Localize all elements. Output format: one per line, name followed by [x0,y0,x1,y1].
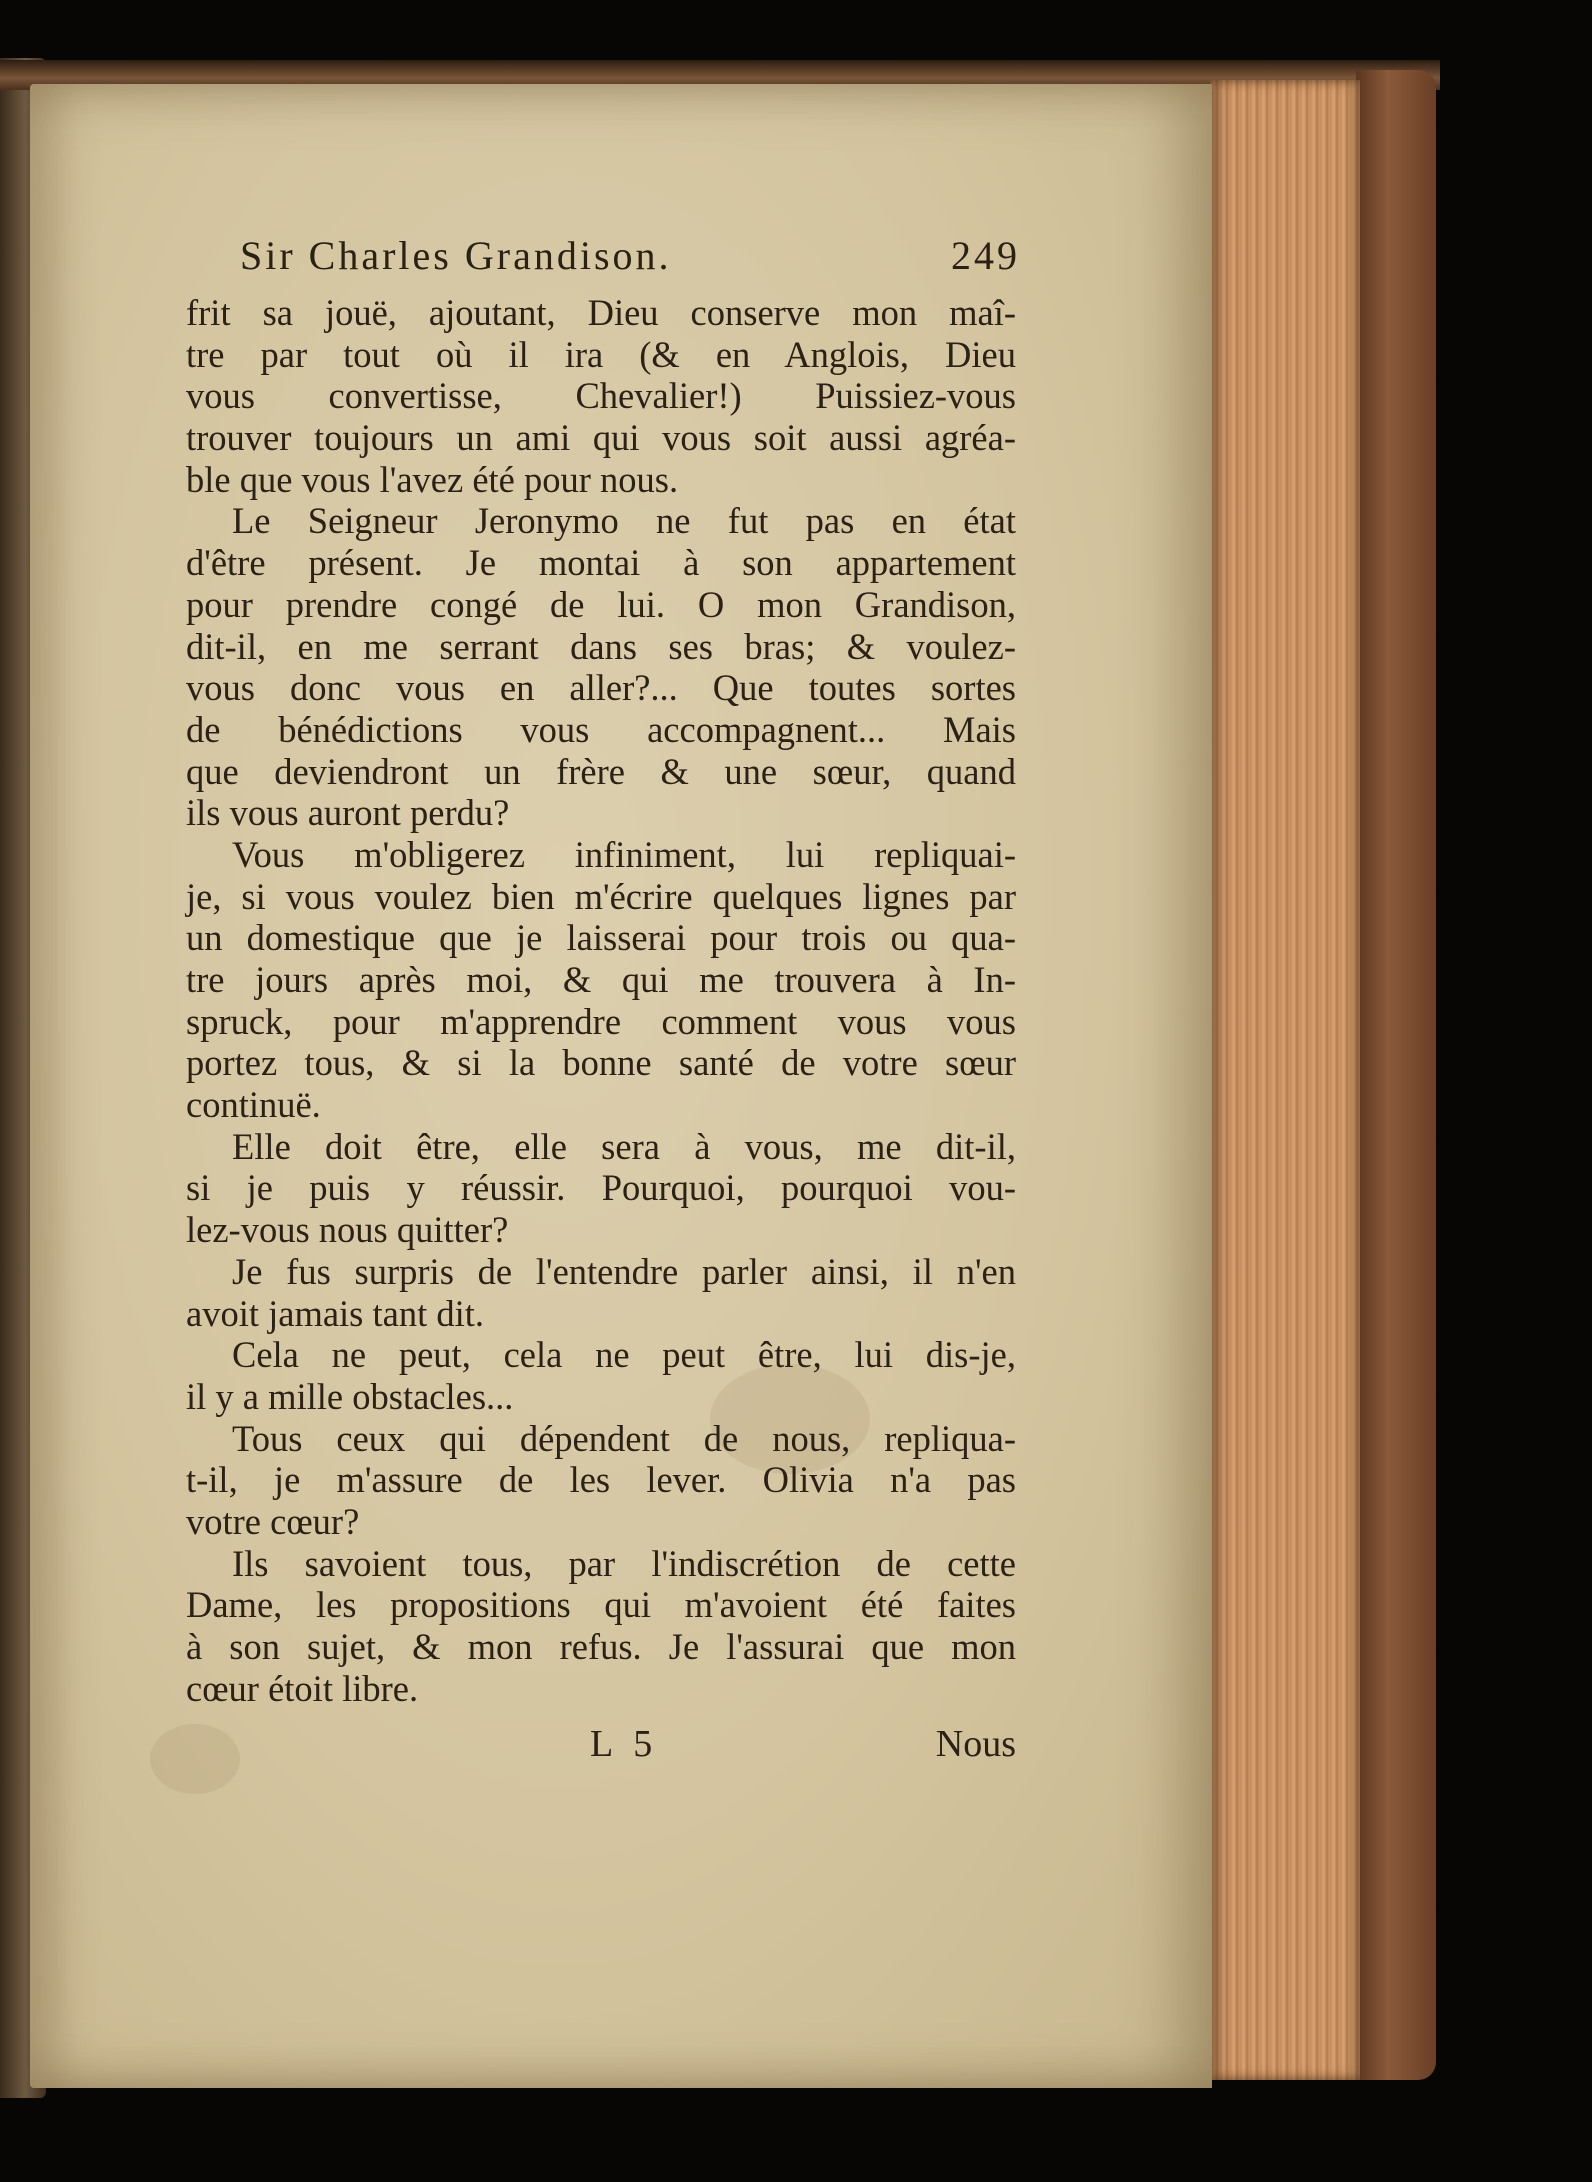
text-line: trouver toujours un ami qui vous soit aussi agréa- [186,417,1016,459]
running-head-title: Sir Charles Grandison. [240,233,672,278]
body-text [186,292,1016,1709]
text-line: dit-il, en me serrant dans ses bras; & voulez- [186,625,1016,667]
text-line: d'être présent. Je montai à son appartement [186,542,1016,584]
text-line: Dame, les propositions qui m'avoient été faites [186,1584,1016,1626]
text-line: continuë. [186,1084,321,1126]
text-line: vous convertisse, Chevalier!) Puissiez-vous [186,375,1016,417]
text-line: tre par tout où il ira (& en Anglois, Dieu [186,333,1016,375]
text-line: Vous m'obligerez infiniment, lui repliquai- [232,833,1016,875]
running-head [240,232,1020,292]
text-line: t-il, je m'assure de les lever. Olivia n'a pas [186,1459,1016,1501]
text-line: ils vous auront perdu? [186,792,510,834]
text-line: avoit jamais tant dit. [186,1292,485,1334]
page-footer [186,1722,1016,1772]
text-line: frit sa jouë, ajoutant, Dieu conserve mon maî- [186,292,1016,333]
text-line: ble que vous l'avez été pour nous. [186,458,679,500]
text-line: spruck, pour m'apprendre comment vous vous [186,1000,1016,1042]
text-line: tre jours après moi, & qui me trouvera à In- [186,959,1016,1000]
text-line: vous donc vous en aller?... Que toutes sortes [186,667,1016,709]
text-line: si je puis y réussir. Pourquoi, pourquoi vou- [186,1167,1016,1209]
text-line: portez tous, & si la bonne santé de votre sœur [186,1042,1016,1084]
text-line: votre cœur? [186,1500,360,1542]
text-line: que deviendront un frère & une sœur, quand [186,750,1016,792]
catchword: Nous [935,1723,1016,1765]
leather-cover [1356,70,1436,2080]
text-line: à son sujet, & mon refus. Je l'assurai que mon [186,1626,1016,1667]
text-line: pour prendre congé de lui. O mon Grandison, [186,583,1016,625]
text-line: il y a mille obstacles... [186,1375,514,1417]
page-number: 249 [951,233,1020,278]
text-line: de bénédictions vous accompagnent... Mais [186,708,1016,750]
text-line: cœur étoit libre. [186,1667,419,1709]
page-fore-edge [1210,80,1360,2080]
text-line: Ils savoient tous, par l'indiscrétion de cette [232,1542,1016,1584]
text-line: Cela ne peut, cela ne peut être, lui dis-je, [232,1334,1016,1376]
text-line: Je fus surpris de l'entendre parler ainsi, il n'en [232,1250,1016,1292]
signature-mark: L 5 [590,1723,659,1765]
text-line: Le Seigneur Jeronymo ne fut pas en état [232,500,1016,542]
text-line: je, si vous voulez bien m'écrire quelques lignes par [186,875,1016,917]
text-line: Tous ceux qui dépendent de nous, repliqua- [232,1417,1016,1459]
text-line: lez-vous nous quitter? [186,1209,509,1251]
text-line: un domestique que je laisserai pour trois ou qua- [186,917,1016,959]
text-line: Elle doit être, elle sera à vous, me dit-il, [232,1125,1016,1167]
